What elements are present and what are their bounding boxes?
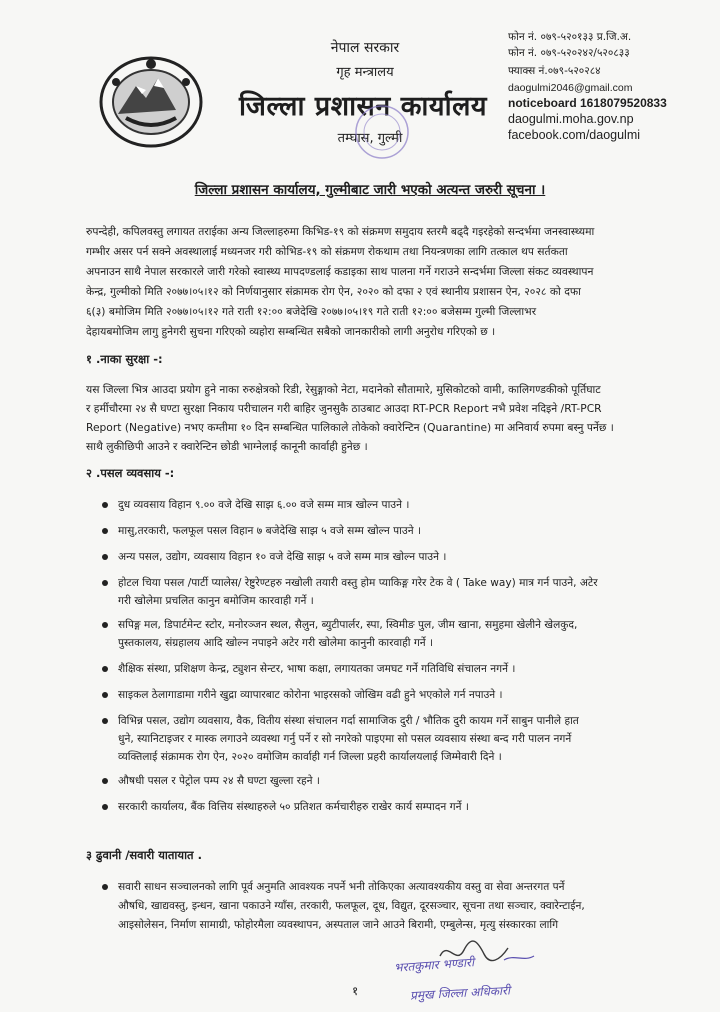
bullet-icon: [102, 622, 108, 628]
intro-line: केन्द्र, गुल्मीको मिति २०७७।०५।१२ को निर्णयानुसार संक्रामक रोग ऐन, २०२० को दफा २ एवं स्थानीय प्रशासन ऐन, २०२८ को दफा: [86, 285, 581, 298]
contact-facebook: facebook.com/daogulmi: [508, 128, 641, 142]
list-item: सपिङ्ग मल, डिपार्टमेन्ट स्टोर, मनोरञ्जन स्थल, सैलुन, ब्युटीपार्लर, स्पा, स्विमीङ पुल, जीम खाना, समुहमा खेलीने खेलकुद, पुस्तकालय, संग्रहालय आदि खोल्न नपाइने अटेर गरी खोलेमा कानुनी कारवाही गर्ने ।: [118, 616, 678, 652]
government-name: नेपाल सरकार: [330, 40, 400, 56]
list-item: सरकारी कार्यालय, बैंक वित्तिय संस्थाहरुले ५० प्रतिशत कर्मचारीहरु राखेर कार्य सम्पादन गर्ने ।: [118, 798, 678, 816]
list-item: विभिन्न पसल, उद्योग व्यवसाय, वैक, वितीय संस्था संचालन गर्दा सामाजिक दुरी / भौतिक दुरी कायम गर्ने साबुन पानीले हात धुने, स्यानिटाइजर र मास्क लगाउने व्यवस्था गर्नु पर्ने र सो नगरेको पाइएमा सो पसल व्यवसाय संस्था बन्द गरी पालन नगर्ने व्यक्तिलाई संक्रामक रोग ऐन, २०२० वमोजिम कार्वाही गर्न जिल्ला प्रहरी कार्यालयलाई जिम्मेवारी दिने ।: [118, 712, 678, 766]
list-item: शैक्षिक संस्था, प्रशिक्षण केन्द्र, ट्युशन सेन्टर, भाषा कक्षा, लगायतका जमघट गर्ने गतिविधि संचालन नगर्ने ।: [118, 660, 678, 678]
bullet-icon: [102, 666, 108, 672]
section-2-title: २ .पसल व्यवसाय -:: [86, 466, 175, 480]
section-1-line: साथै लुकीछिपी आउने र क्वारेन्टिन छोडी भाग्नेलाई कानूनी कार्वाही हुनेछ ।: [86, 440, 368, 453]
section-1-line: Report (Negative) नभए कम्तीमा १० दिन सम्बन्धित पालिकाले तोकेको क्वारेन्टिन (Quarantine) मा अनिवार्य रुपमा बस्नु पर्नेछ ।: [86, 421, 614, 434]
list-item: होटल चिया पसल /पार्टी प्यालेस/ रेष्टुरेण्टहरु नखोली तयारी वस्तु होम प्याकिङ्ग गरेर टेक वे ( Take way) मात्र गर्न पाउने, अटेर गरी खोलेमा प्रचलित कानुन बमोजिम कारवाही गर्ने ।: [118, 574, 678, 610]
list-item: मासु,तरकारी, फलफूल पसल विहान ७ बजेदेखि साझ ५ वजे सम्म खोल्न पाउने ।: [118, 522, 678, 540]
bullet-icon: [102, 502, 108, 508]
section-1-line: यस जिल्ला भित्र आउदा प्रयोग हुने नाका रुरुक्षेत्रको रिडी, रेसुङ्गाको नेटा, मदानेको सौतामारे, मुसिकोटको वामी, कालिगण्डकीको पूर्तिघाट: [86, 383, 601, 396]
list-item: अन्य पसल, उद्योग, व्यवसाय विहान १० वजे देखि साझ ५ वजे सम्म मात्र खोल्न पाउने ।: [118, 548, 678, 566]
section-1-title: १ .नाका सुरक्षा -:: [86, 352, 163, 366]
office-name: जिल्ला प्रशासन कार्यालय: [238, 91, 488, 122]
intro-line: देहायबमोजिम लागु हुनेगरी सुचना गरिएको व्यहोरा सम्बन्धित सबैको जानकारीको लागी अनुरोध गरिएको छ ।: [86, 325, 496, 338]
bullet-icon: [102, 778, 108, 784]
bullet-icon: [102, 884, 108, 890]
bullet-icon: [102, 718, 108, 724]
notice-heading: जिल्ला प्रशासन कार्यालय, गुल्मीबाट जारी भएको अत्यन्त जरुरी सूचना ।: [194, 182, 546, 198]
list-item: सवारी साधन सञ्चालनको लागि पूर्व अनुमति आवश्यक नपर्ने भनी तोकिएका अत्यावश्यकीय वस्तु वा सेवा अन्तरगत पर्ने औषधि, खाद्यवस्तु, इन्धन, खाना पकाउने ग्याँस, तरकारी, फलफूल, दूध, विद्युत, दूरसञ्चार, सूचना तथा सञ्चार, क्वारेन्टाईन, आइसोलेसन, निर्माण सामाग्री, फोहोरमैला व्यवस्थापन, अस्पताल जाने आउने बिरामी, एम्बुलेन्स, मृत्यु संस्कारका लागि: [118, 878, 678, 935]
intro-line: ६(३) बमोजिम मिति २०७७।०५।१२ गते राती १२:०० बजेदेखि २०७७।०५।१९ गते राती १२:०० बजेसम्म गुल्मी जिल्लाभर: [86, 305, 537, 318]
contact-email: daogulmi2046@gmail.com: [508, 82, 633, 94]
intro-line: रुपन्देही, कपिलवस्तु लगायत तराईका अन्य जिल्लाहरुमा किभिड-१९ को संक्रमण समुदाय स्तरमै बढ्दै गइरहेको सन्दर्भमा जनस्वास्थ्यमा: [86, 225, 595, 238]
nepal-emblem-icon: [96, 52, 206, 148]
signatory-title: प्रमुख जिल्ला अधिकारी: [409, 983, 511, 1003]
contact-website: daogulmi.moha.gov.np: [508, 112, 634, 126]
office-stamp-icon: [346, 102, 418, 162]
contact-phone-2: फोन नं. ०७९-५२०२४२/५२०८३३: [508, 47, 630, 59]
bullet-icon: [102, 692, 108, 698]
list-item: दुध व्यवसाय विहान ९.०० वजे देखि साझ ६.०० वजे सम्म मात्र खोल्न पाउने ।: [118, 496, 678, 514]
contact-fax: फ्याक्स नं.०७९-५२०२८४: [508, 65, 601, 77]
bullet-icon: [102, 554, 108, 560]
ministry-name: गृह मन्त्रालय: [336, 65, 394, 80]
signatory-name: भरतकुमार भण्डारी: [393, 955, 475, 975]
bullet-icon: [102, 804, 108, 810]
list-item: साइकल ठेलागाडामा गरीने खुद्रा व्यापारबाट कोरोना भाइरसको जोखिम वढी हुने भएकोले गर्न नपाउने ।: [118, 686, 678, 704]
bullet-icon: [102, 528, 108, 534]
bullet-icon: [102, 580, 108, 586]
contact-noticeboard: noticeboard 1618079520833: [508, 96, 667, 110]
section-1-line: र हर्मीचौरमा २४ सै घण्टा सुरक्षा निकाय परीचालन गरी बाहिर जुनसुकै ठाउबाट आउदा RT-PCR Report नभै प्रवेश नदिइने /RT-PCR: [86, 402, 602, 415]
contact-phone-1: फोन नं. ०७९-५२०१३३ प्र.जि.अ.: [508, 31, 632, 43]
office-place: तम्घास, गुल्मी: [337, 131, 403, 146]
intro-line: गम्भीर असर पर्न सक्ने अवस्थालाई मध्यनजर गरी कोभिड-१९ को संक्रमण रोकथाम तथा नियन्त्रणका लागि तत्काल थप सर्तकता: [86, 245, 568, 258]
list-item: औषधी पसल र पेट्रोल पम्प २४ सै घण्टा खुल्ला रहने ।: [118, 772, 678, 790]
section-3-title: ३ ढुवानी /सवारी यातायात .: [86, 848, 202, 862]
page-number: १: [352, 984, 359, 998]
intro-line: अपनाउन साथै नेपाल सरकारले जारी गरेको स्वास्थ्य मापदण्डलाई कडाइका साथ पालना गर्ने गराउने सन्दर्भमा जिल्ला संकट व्यवस्थापन: [86, 265, 594, 278]
